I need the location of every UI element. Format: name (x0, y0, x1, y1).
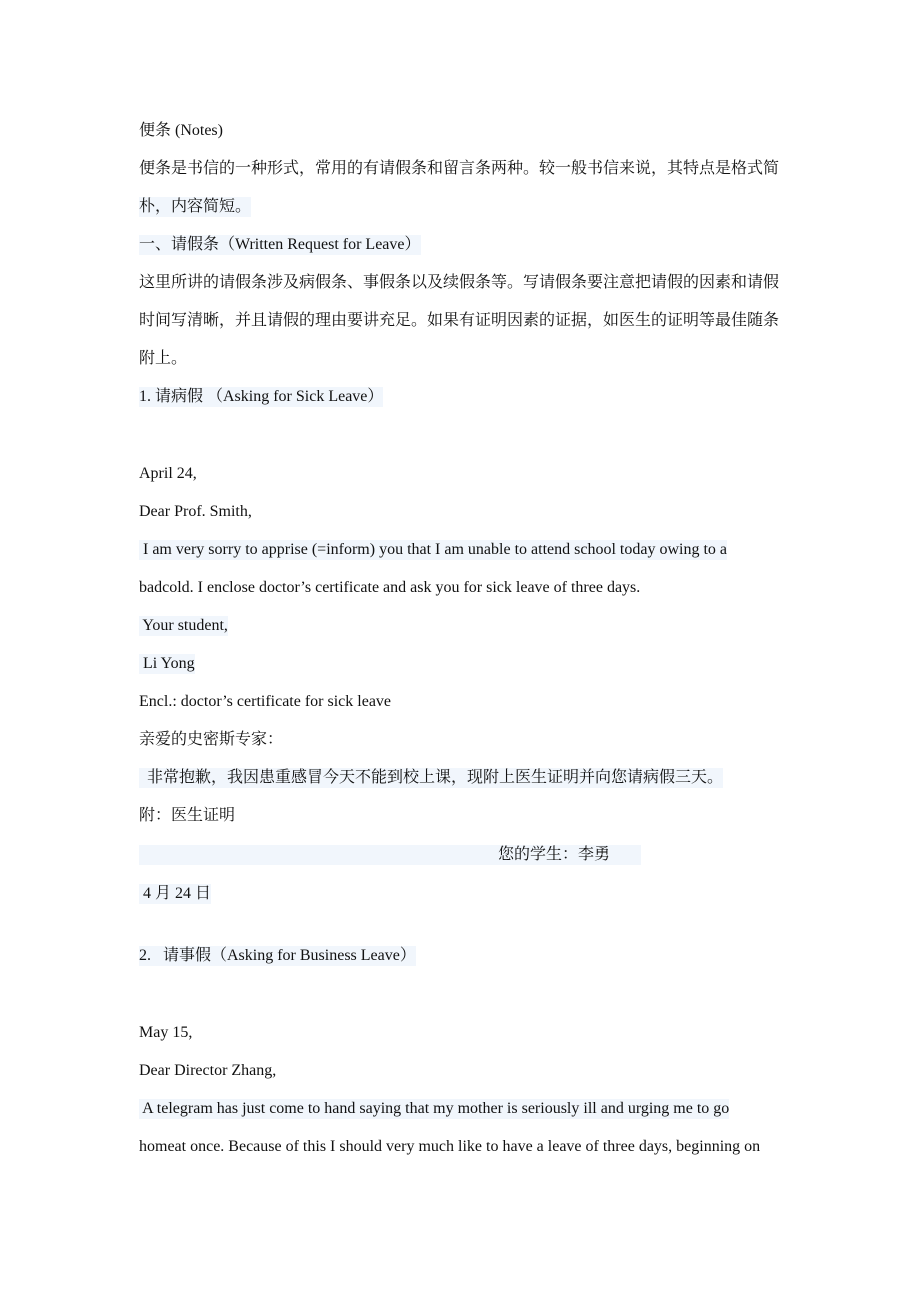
letter1-enclosure: Encl.: doctor’s certificate for sick leave (139, 693, 392, 710)
doc-title: 便条 (Notes) (139, 122, 223, 139)
item2-title: 2. 请事假（Asking for Business Leave） (139, 947, 416, 964)
letter2-body-line-2: homeat once. Because of this I should very much like to have a leave of three days, beginning on (139, 1138, 761, 1155)
section1-paragraph-line-3: 附上。 (139, 350, 188, 367)
section1-paragraph-line-2: 时间写清晰，并且请假的理由要讲充足。如果有证明因素的证据，如医生的证明等最佳随条 (139, 312, 780, 329)
letter1-cn-date: 4 月 24 日 (139, 885, 212, 902)
letter2-date: May 15, (139, 1024, 193, 1041)
letter1-cn-signature: 您的学生：李勇 (498, 846, 611, 863)
letter2-body-line-1: A telegram has just come to hand saying that my mother is seriously ill and urging me to go (139, 1100, 730, 1117)
letter1-body-line-2: badcold. I enclose doctor’s certificate and ask you for sick leave of three days. (139, 579, 641, 596)
letter1-body-line-1: I am very sorry to apprise (=inform) you that I am unable to attend school today owing to a (139, 541, 727, 558)
letter1-closing: Your student, (139, 617, 228, 634)
intro-line-1: 便条是书信的一种形式，常用的有请假条和留言条两种。较一般书信来说，其特点是格式简 (139, 160, 780, 177)
intro-line-2: 朴，内容简短。 (139, 198, 252, 215)
letter1-date: April 24, (139, 465, 197, 482)
letter1-name: Li Yong (139, 655, 195, 672)
section1-paragraph-line-1: 这里所讲的请假条涉及病假条、事假条以及续假条等。写请假条要注意把请假的因素和请假 (139, 274, 780, 291)
letter1-cn-enclosure: 附：医生证明 (139, 807, 236, 824)
section1-title: 一、请假条（Written Request for Leave） (139, 236, 421, 253)
letter2-salutation: Dear Director Zhang, (139, 1062, 277, 1079)
letter1-cn-body: 非常抱歉，我因患重感冒今天不能到校上课，现附上医生证明并向您请病假三天。 (139, 769, 724, 786)
letter1-cn-salutation: 亲爱的史密斯专家： (139, 731, 284, 748)
item1-title: 1. 请病假 （Asking for Sick Leave） (139, 388, 384, 405)
letter1-salutation: Dear Prof. Smith, (139, 503, 252, 520)
